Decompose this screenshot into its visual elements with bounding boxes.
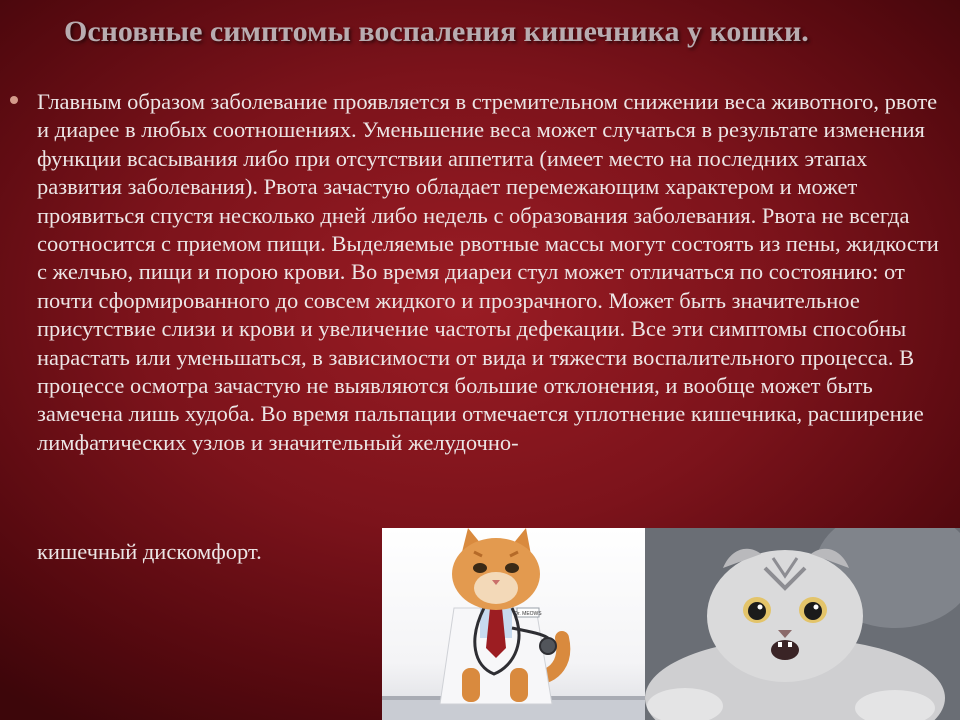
body-paragraph: Главным образом заболевание проявляется в стремительном снижении веса животного, рвоте и диарее в любых соотношениях. Уменьшение веса может случаться в результате изменения функции всасывания либо при отсутствии аппетита (имеет место на последних этапах развития заболевания). Рвота зачастую обладает перемежающим характером и может проявиться спустя несколько дней либо недель с образования заболевания. Рвота не всегда соотносится с приемом пищи. Выделяемые рвотные массы могут состоять из пены, жидкости с желчью, пищи и порою крови. Во время диареи стул может отличаться по состоянию: от почти сформированного до совсем жидкого и прозрачного. Может быть значительное присутствие слизи и крови и увеличение частоты дефекации. Все эти симптомы способны нарастать или уменьшаться, в зависимости от вида и тяжести воспалительного процесса. В процессе осмотра зачастую не выявляются большие отклонения, и вообще может быть замечена лишь худоба. Во время пальпации отмечается уплотнение кишечника, расширение лимфатических узлов и значительный желудочно- (37, 89, 939, 455)
body-paragraph-ending: кишечный дискомфорт. (37, 539, 262, 564)
scottish-fold-cat-photo (645, 528, 960, 720)
doctor-cat-illustration (382, 528, 645, 720)
slide-title: Основные симптомы воспаления кишечника у кошки. (64, 15, 809, 48)
doctor-cat-photo (382, 528, 645, 720)
scottish-fold-cat-illustration (645, 528, 960, 720)
bullet-dot (10, 96, 18, 104)
coat-badge: Dr. MEOWS (514, 611, 542, 617)
